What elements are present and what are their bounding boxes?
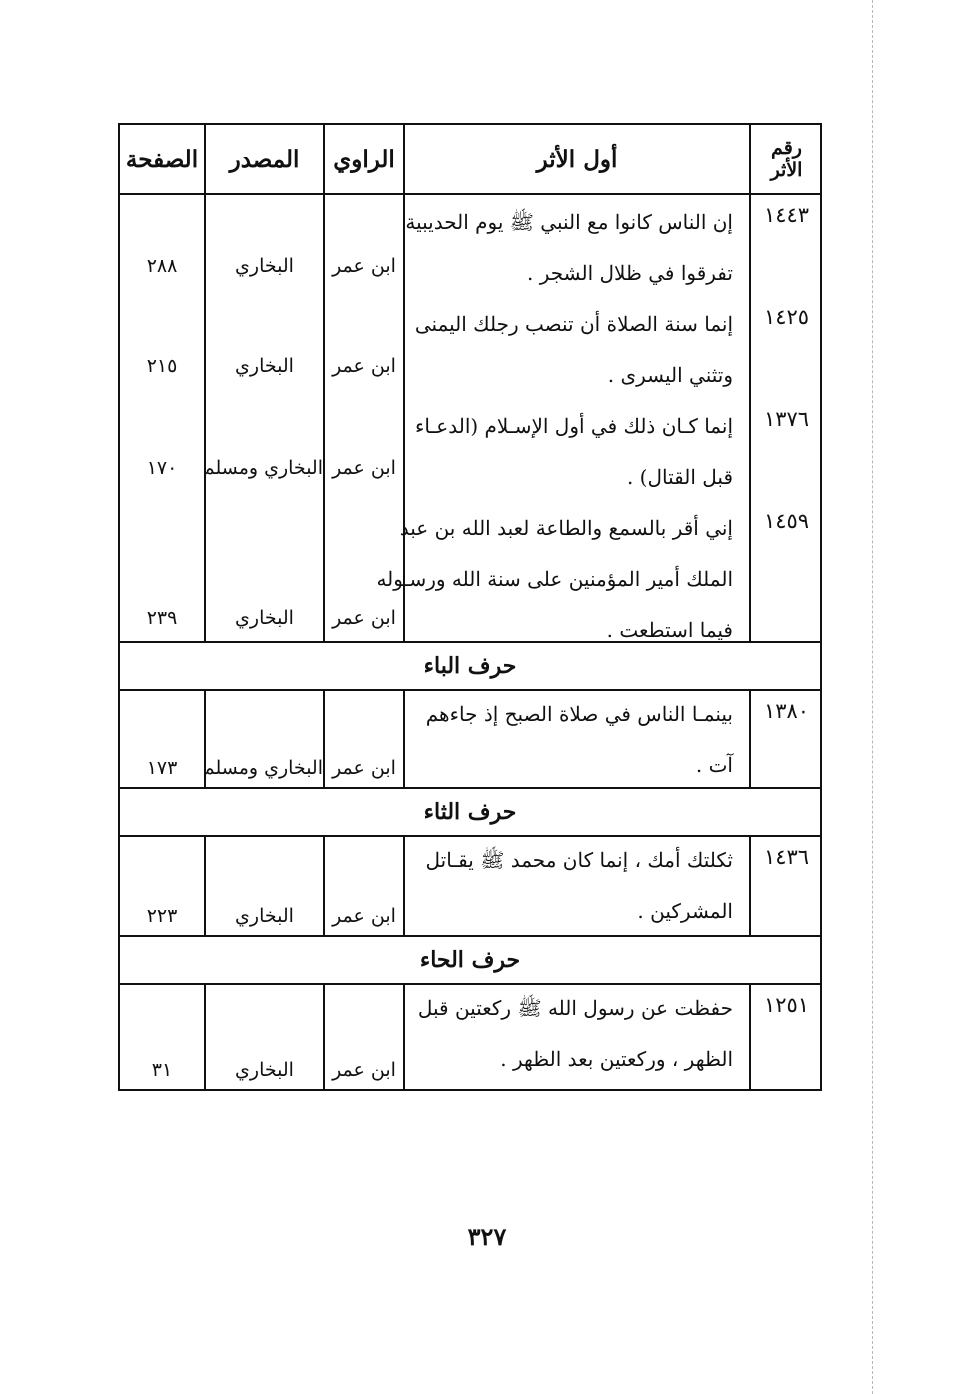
source-name: البخاري bbox=[235, 1059, 294, 1081]
number-cell bbox=[749, 691, 822, 787]
header-athar-cell bbox=[403, 125, 749, 193]
source-name: البخاري ومسلم bbox=[202, 457, 323, 479]
athar-line: الملك أمير المؤمنين على سنة الله ورسـوله bbox=[376, 567, 733, 591]
source-name: البخاري bbox=[235, 255, 294, 277]
page-cell bbox=[120, 195, 204, 641]
narrator-cell bbox=[323, 691, 403, 787]
number-cell bbox=[749, 195, 822, 641]
header-page: الصفحة bbox=[125, 145, 199, 173]
table-row bbox=[120, 837, 820, 937]
athar-number: ١٣٧٦ bbox=[763, 407, 810, 431]
narrator-name: ابن عمر bbox=[332, 757, 396, 779]
athar-line: إنما كـان ذلك في أول الإسـلام (الدعـاء bbox=[414, 414, 733, 438]
athar-number: ١٢٥١ bbox=[763, 993, 810, 1017]
narrator-name: ابن عمر bbox=[332, 1059, 396, 1081]
table-header-row bbox=[120, 125, 820, 195]
athar-line: المشركين . bbox=[637, 899, 733, 923]
page-ref: ٢٨٨ bbox=[146, 255, 178, 277]
athar-line: إنما سنة الصلاة أن تنصب رجلك اليمنى bbox=[414, 312, 733, 336]
athar-number: ١٤٥٩ bbox=[763, 509, 810, 533]
athar-number: ١٣٨٠ bbox=[763, 699, 810, 723]
athar-line: قبل القتال) . bbox=[626, 465, 733, 489]
source-cell bbox=[204, 985, 323, 1089]
athar-line: بينمـا الناس في صلاة الصبح إذ جاءهم bbox=[425, 702, 733, 726]
narrator-name: ابن عمر bbox=[332, 355, 396, 377]
athar-line: آت . bbox=[695, 753, 733, 777]
header-first-of-athar: أول الأثر bbox=[536, 145, 618, 173]
narrator-cell bbox=[323, 837, 403, 935]
page-cell bbox=[120, 837, 204, 935]
athar-line: إن الناس كانوا مع النبي ﷺ يوم الحديبية bbox=[405, 210, 733, 234]
athar-text bbox=[376, 197, 733, 656]
header-page-cell bbox=[120, 125, 204, 193]
header-source: المصدر bbox=[229, 145, 300, 173]
narrator-name: ابن عمر bbox=[332, 905, 396, 927]
page-ref: ١٧٠ bbox=[146, 457, 178, 479]
source-cell bbox=[204, 195, 323, 641]
athar-number: ١٤٢٥ bbox=[763, 305, 810, 329]
athar-line: تفرقوا في ظلال الشجر . bbox=[526, 261, 733, 285]
athar-line: ثكلتك أمك ، إنما كان محمد ﷺ يقـاتل bbox=[425, 848, 733, 872]
page-ref: ٢٢٣ bbox=[146, 905, 178, 927]
athar-text-cell bbox=[376, 195, 749, 642]
source-name: البخاري bbox=[235, 355, 294, 377]
page-ref: ٣١ bbox=[151, 1059, 173, 1081]
source-cell bbox=[204, 837, 323, 935]
table-row bbox=[120, 985, 820, 1089]
athar-number: ١٤٣٦ bbox=[763, 845, 810, 869]
table-row bbox=[120, 691, 820, 789]
header-narrator: الراوي bbox=[333, 145, 395, 173]
page-ref: ٢١٥ bbox=[146, 355, 178, 377]
narrator-name: ابن عمر bbox=[332, 255, 396, 277]
page-cell bbox=[120, 985, 204, 1089]
page-ref: ١٧٣ bbox=[146, 757, 178, 779]
header-narrator-cell bbox=[323, 125, 403, 193]
letter-section-heading: حرف الباء bbox=[120, 643, 820, 691]
athar-line: حفظت عن رسول الله ﷺ ركعتين قبل bbox=[417, 996, 733, 1020]
athar-text bbox=[411, 983, 733, 1085]
athar-text-cell bbox=[403, 837, 749, 935]
page-edge-line bbox=[872, 0, 873, 1394]
athar-number: ١٤٤٣ bbox=[763, 203, 810, 227]
number-cell bbox=[749, 837, 822, 935]
narrator-name: ابن عمر bbox=[332, 607, 396, 629]
narrator-cell bbox=[323, 985, 403, 1089]
athar-text bbox=[411, 689, 733, 791]
page-ref: ٢٣٩ bbox=[146, 607, 178, 629]
header-source-cell bbox=[204, 125, 323, 193]
source-name: البخاري bbox=[235, 607, 294, 629]
page-cell bbox=[120, 691, 204, 787]
athar-line: وتثني اليسرى . bbox=[607, 363, 733, 387]
header-number-line2: الأثر bbox=[770, 159, 803, 181]
page-number: ٣٢٧ bbox=[467, 1222, 507, 1251]
narrator-name: ابن عمر bbox=[332, 457, 396, 479]
letter-section-heading: حرف الحاء bbox=[120, 937, 820, 985]
source-cell bbox=[204, 691, 323, 787]
header-number-cell bbox=[749, 125, 822, 193]
athar-line: إني أقر بالسمع والطاعة لعبد الله بن عبد bbox=[399, 516, 733, 540]
athar-text-cell bbox=[403, 691, 749, 787]
letter-section-heading: حرف الثاء bbox=[120, 789, 820, 837]
source-name: البخاري ومسلم bbox=[202, 757, 323, 779]
table-row-block bbox=[120, 195, 820, 643]
athar-index-table bbox=[118, 123, 822, 1091]
header-number-line1: رقم bbox=[771, 137, 802, 159]
narrator-cell bbox=[323, 195, 403, 641]
source-name: البخاري bbox=[235, 905, 294, 927]
athar-line: فيما استطعت . bbox=[606, 618, 733, 642]
athar-text bbox=[411, 835, 733, 937]
number-cell bbox=[749, 985, 822, 1089]
athar-line: الظهر ، وركعتين بعد الظهر . bbox=[500, 1047, 733, 1071]
athar-text-cell bbox=[403, 985, 749, 1089]
